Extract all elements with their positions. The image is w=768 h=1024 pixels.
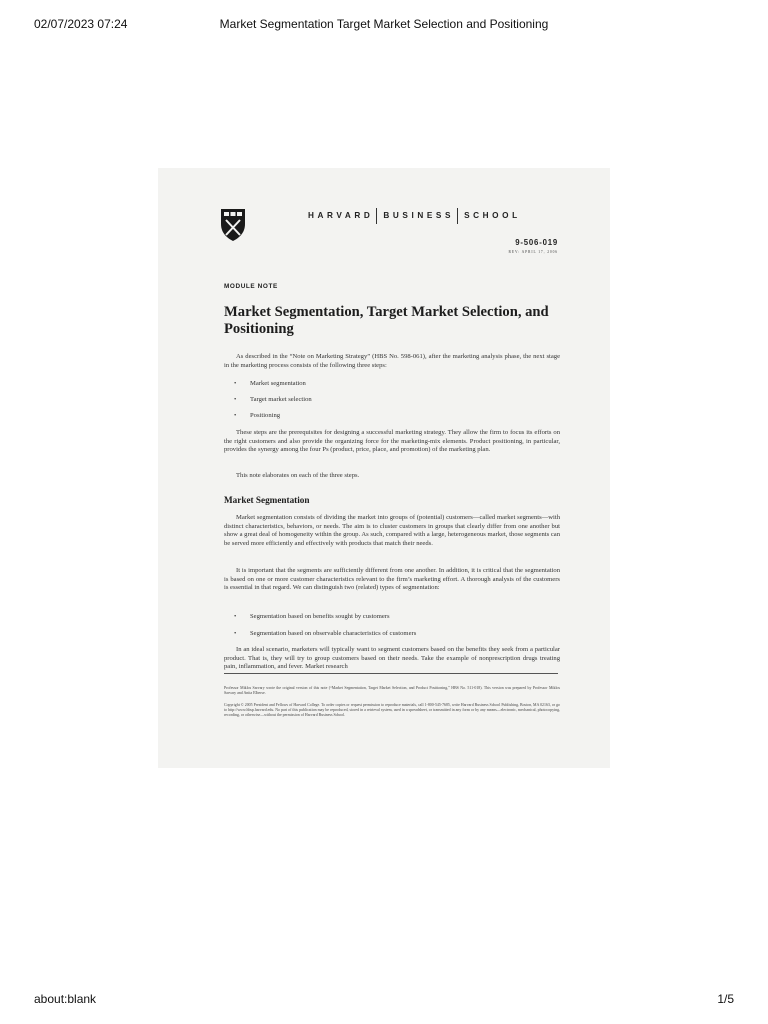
revision-date: REV: APRIL 17, 2006 — [508, 250, 558, 254]
case-number: 9-506-019 — [515, 238, 558, 247]
page-indicator: 1/5 — [717, 992, 734, 1006]
print-header — [0, 17, 768, 33]
document-title: Market Segmentation, Target Market Selection, and Positioning — [224, 304, 549, 337]
segmentation-type-item: • Segmentation based on benefits sought by customers — [234, 613, 390, 620]
authorship-note: Professor Miklos Sarvary wrote the original version of this note (“Market Segmentation, Target Market Selection, and Product Positioning,” HBS No. 511-018). This version was prepared by Professor Miklos Sarvary and Anita Elberse. — [224, 686, 560, 696]
module-label: MODULE NOTE — [224, 283, 278, 290]
section-heading: Market Segmentation — [224, 495, 310, 505]
body-paragraph: It is important that the segments are sufficiently different from one another. In addition, it is critical that the segmentation is based on one or more customer characteristics relevant to the firm’s marketing effort. A thorough analysis of the customers is essential in that regard. We can distinguish two (related) types of segmentation: — [224, 567, 560, 592]
print-timestamp: 02/07/2023 07:24 — [34, 17, 128, 31]
step-item: • Positioning — [234, 412, 281, 419]
step-item: • Target market selection — [234, 396, 312, 403]
hbs-wordmark: HARVARD BUSINESS SCHOOL — [308, 208, 521, 224]
print-page-title: Market Segmentation Target Market Selection and Positioning — [219, 17, 549, 31]
print-footer — [0, 992, 768, 1008]
copyright-notice: Copyright © 2005 President and Fellows of Harvard College. To order copies or request permission to reproduce materials, call 1-800-545-7685, write Harvard Business School Publishing, Boston, MA 02163, or go to http://www.hbsp.harvard.edu. No part of this publication may be reproduced, stored in a retrieval system, used in a spreadsheet, or transmitted in any form or by any means—electronic, mechanical, photocopying, recording, or otherwise—without the permission of Harvard Business School. — [224, 703, 560, 718]
veritas-shield-icon — [220, 208, 246, 242]
document-page — [158, 168, 610, 768]
body-paragraph: In an ideal scenario, marketers will typically want to segment customers based on the benefits they seek from a particular product. That is, they will try to group customers based on their needs. Take the example of nonprescription drugs treating pain, inflammation, and fever. Market research — [224, 646, 560, 671]
step-item: • Market segmentation — [234, 380, 306, 387]
print-url: about:blank — [34, 992, 97, 1006]
body-paragraph: Market segmentation consists of dividing the market into groups of (potential) customers—called market segments—with distinct characteristics, behaviors, or needs. The aim is to cluster customers in groups that clearly differ from one another but show a great deal of homogeneity within the group. As such, compared with a large, heterogeneous market, those segments can be served more efficiently and effectively with products that match their needs. — [224, 514, 560, 547]
footnote-divider — [224, 673, 558, 674]
body-paragraph: These steps are the prerequisites for designing a successful marketing strategy. They allow the firm to focus its efforts on the right customers and also provide the organizing force for the marketing-mix elements. Product positioning, in particular, provides the synergy among the four Ps (product, price, place, and promotion) of the marketing plan. — [224, 429, 560, 454]
segmentation-type-item: • Segmentation based on observable characteristics of customers — [234, 630, 417, 637]
body-paragraph: This note elaborates on each of the three steps. — [236, 472, 360, 479]
intro-paragraph: As described in the “Note on Marketing Strategy” (HBS No. 598-061), after the marketing analysis phase, the next stage in the marketing process consists of the following three steps: — [224, 353, 560, 369]
